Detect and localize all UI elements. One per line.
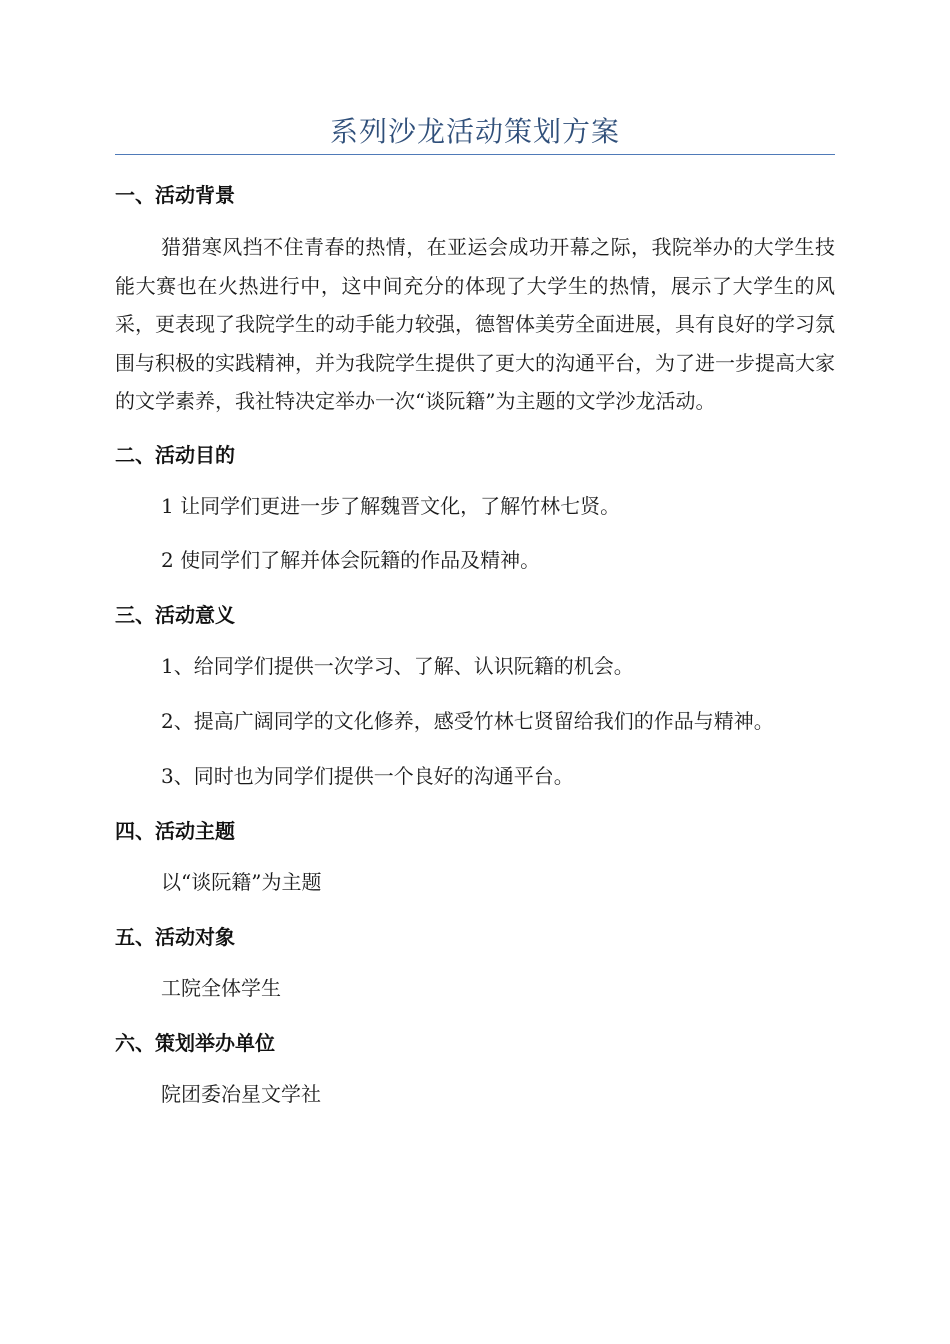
list-item: 3、同时也为同学们提供一个良好的沟通平台。	[161, 763, 574, 788]
body-paragraph: 猎猎寒风挡不住青春的热情，在亚运会成功开幕之际，我院举办的大学生技能大赛也在火热进行中，这中间充分的体现了大学生的热情，展示了大学生的风采，更表现了我院学生的动手能力较强，德智体美劳全面进展，具有良好的学习氛围与积极的实践精神，并为我院学生提供了更大的沟通平台，为了进一步提高大家的文学素养，我社特决定举办一次“谈阮籍”为主题的文学沙龙活动。	[115, 235, 835, 413]
section-heading: 五、活动对象	[115, 924, 235, 949]
title-underline	[115, 154, 835, 155]
section-heading: 四、活动主题	[115, 818, 235, 843]
section-heading: 二、活动目的	[115, 442, 235, 467]
section-heading: 六、策划举办单位	[115, 1030, 275, 1055]
section-audience	[115, 918, 835, 1006]
section-theme	[115, 812, 835, 900]
list-item: 2 使同学们了解并体会阮籍的作品及精神。	[161, 547, 541, 572]
list-item: 工院全体学生	[161, 975, 281, 1000]
list-item: 1、给同学们提供一次学习、了解、认识阮籍的机会。	[161, 653, 634, 678]
list-item: 以“谈阮籍”为主题	[161, 869, 322, 894]
document-body	[115, 176, 835, 1130]
section-heading: 一、活动背景	[115, 183, 235, 207]
page-title: 系列沙龙活动策划方案	[329, 115, 620, 148]
list-item: 院团委冶星文学社	[161, 1081, 321, 1106]
section-purpose	[115, 436, 835, 578]
section-heading: 三、活动意义	[115, 602, 235, 627]
list-item: 2、提高广阔同学的文化修养，感受竹林七贤留给我们的作品与精神。	[161, 708, 774, 733]
section-organizer	[115, 1024, 835, 1112]
section-background	[115, 176, 835, 421]
section-significance	[115, 596, 835, 794]
list-item: 1 让同学们更进一步了解魏晋文化，了解竹林七贤。	[161, 493, 621, 518]
